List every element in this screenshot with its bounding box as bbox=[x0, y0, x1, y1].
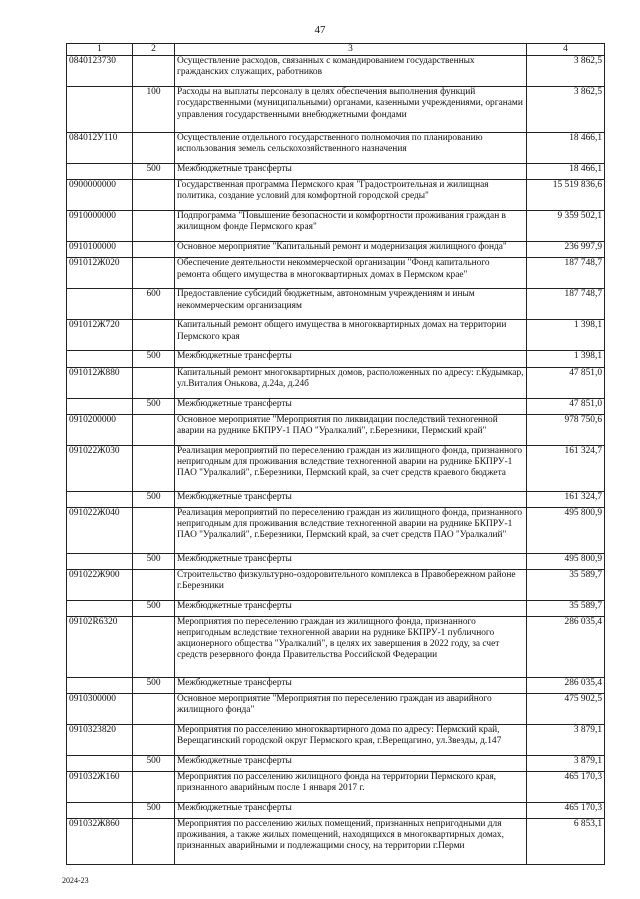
name-cell: Межбюджетные трансферты bbox=[175, 677, 527, 693]
table-row bbox=[67, 445, 605, 491]
table-row bbox=[67, 289, 605, 320]
vr-cell bbox=[133, 818, 175, 864]
footer-code: 2024-23 bbox=[62, 876, 89, 885]
amount-cell: 978 750,6 bbox=[527, 414, 605, 445]
name-cell: Основное мероприятие "Мероприятия по переселению граждан из аварийного жилищного фонда" bbox=[175, 693, 527, 724]
table-row bbox=[67, 56, 605, 87]
amount-cell: 495 800,9 bbox=[527, 507, 605, 553]
table-row bbox=[67, 320, 605, 351]
code-cell: 091012Ж020 bbox=[67, 258, 133, 289]
name-cell: Основное мероприятие "Мероприятия по ликвидации последствий техногенной аварии на руднике БКПРУ-1 ПАО "Уралкалий", г.Березники, Пермский край" bbox=[175, 414, 527, 445]
table-row bbox=[67, 87, 605, 133]
name-cell: Государственная программа Пермского края "Градостроительная и жилищная политика, создание условий для комфортной городской среды" bbox=[175, 180, 527, 211]
code-cell bbox=[67, 600, 133, 616]
amount-cell: 465 170,3 bbox=[527, 771, 605, 802]
name-cell: Осуществление отдельного государственного полномочия по планированию использования земель сельскохозяйственного назначения bbox=[175, 133, 527, 164]
vr-cell: 100 bbox=[133, 87, 175, 133]
code-cell: 091032Ж860 bbox=[67, 818, 133, 864]
vr-cell: 500 bbox=[133, 351, 175, 367]
vr-cell bbox=[133, 242, 175, 258]
table-row bbox=[67, 677, 605, 693]
vr-cell bbox=[133, 693, 175, 724]
vr-cell: 500 bbox=[133, 553, 175, 569]
code-cell: 0910300000 bbox=[67, 693, 133, 724]
code-cell: 091012Ж720 bbox=[67, 320, 133, 351]
code-cell bbox=[67, 164, 133, 180]
vr-cell bbox=[133, 724, 175, 755]
name-cell: Обеспечение деятельности некоммерческой организации "Фонд капитального ремонта общего имущества в многоквартирных домах в Пермском крае" bbox=[175, 258, 527, 289]
name-cell: Межбюджетные трансферты bbox=[175, 164, 527, 180]
name-cell: Расходы на выплаты персоналу в целях обеспечения выполнения функций государственными (муниципальными) органами, казенными учреждениями, органами управления государственными внебюджетными фондами bbox=[175, 87, 527, 133]
table-row bbox=[67, 133, 605, 164]
amount-cell: 3 879,1 bbox=[527, 724, 605, 755]
table-row bbox=[67, 755, 605, 771]
code-cell: 0910323820 bbox=[67, 724, 133, 755]
page-number: 47 bbox=[314, 24, 326, 36]
amount-cell: 18 466,1 bbox=[527, 133, 605, 164]
amount-cell: 495 800,9 bbox=[527, 553, 605, 569]
table-row bbox=[67, 507, 605, 553]
amount-cell: 1 398,1 bbox=[527, 351, 605, 367]
vr-cell: 600 bbox=[133, 289, 175, 320]
vr-cell: 500 bbox=[133, 600, 175, 616]
amount-cell: 187 748,7 bbox=[527, 258, 605, 289]
code-cell bbox=[67, 491, 133, 507]
table-row bbox=[67, 491, 605, 507]
vr-cell: 500 bbox=[133, 677, 175, 693]
vr-cell bbox=[133, 367, 175, 398]
name-cell: Мероприятия по расселению жилых помещений, признанных непригодными для проживания, а также жилых помещений, находящихся в многоквартирных домах, признанных аварийными и подлежащими сносу, на территории г.Перми bbox=[175, 818, 527, 864]
vr-cell: 500 bbox=[133, 398, 175, 414]
column-header: 3 bbox=[175, 44, 527, 56]
vr-cell bbox=[133, 507, 175, 553]
name-cell: Подпрограмма "Повышение безопасности и комфортности проживания граждан в жилищном фонде Пермского края" bbox=[175, 211, 527, 242]
name-cell: Основное мероприятие "Капитальный ремонт и модернизация жилищного фонда" bbox=[175, 242, 527, 258]
amount-cell: 161 324,7 bbox=[527, 445, 605, 491]
table-row bbox=[67, 164, 605, 180]
code-cell: 084012У110 bbox=[67, 133, 133, 164]
vr-cell: 500 bbox=[133, 491, 175, 507]
amount-cell: 3 879,1 bbox=[527, 755, 605, 771]
code-cell bbox=[67, 87, 133, 133]
code-cell: 091022Ж900 bbox=[67, 569, 133, 600]
amount-cell: 47 851,0 bbox=[527, 367, 605, 398]
code-cell bbox=[67, 289, 133, 320]
table-row bbox=[67, 553, 605, 569]
name-cell: Межбюджетные трансферты bbox=[175, 491, 527, 507]
amount-cell: 35 589,7 bbox=[527, 569, 605, 600]
table-row bbox=[67, 367, 605, 398]
table-row bbox=[67, 242, 605, 258]
name-cell: Мероприятия по расселению жилищного фонда на территории Пермского края, признанного аварийным после 1 января 2017 г. bbox=[175, 771, 527, 802]
amount-cell: 47 851,0 bbox=[527, 398, 605, 414]
code-cell: 0840123730 bbox=[67, 56, 133, 87]
table-row bbox=[67, 569, 605, 600]
column-header: 1 bbox=[67, 44, 133, 56]
name-cell: Строительство физкультурно-оздоровительного комплекса в Правобережном районе г.Березники bbox=[175, 569, 527, 600]
table-row bbox=[67, 211, 605, 242]
name-cell: Межбюджетные трансферты bbox=[175, 802, 527, 818]
vr-cell bbox=[133, 211, 175, 242]
table-row bbox=[67, 771, 605, 802]
code-cell: 0910100000 bbox=[67, 242, 133, 258]
vr-cell bbox=[133, 771, 175, 802]
code-cell bbox=[67, 677, 133, 693]
table-row bbox=[67, 616, 605, 677]
amount-cell: 3 862,5 bbox=[527, 87, 605, 133]
table-row bbox=[67, 351, 605, 367]
name-cell: Осуществление расходов, связанных с командированием государственных гражданских служащих, работников bbox=[175, 56, 527, 87]
vr-cell: 500 bbox=[133, 755, 175, 771]
vr-cell bbox=[133, 320, 175, 351]
amount-cell: 161 324,7 bbox=[527, 491, 605, 507]
amount-cell: 3 862,5 bbox=[527, 56, 605, 87]
code-cell: 091012Ж880 bbox=[67, 367, 133, 398]
amount-cell: 9 359 502,1 bbox=[527, 211, 605, 242]
name-cell: Межбюджетные трансферты bbox=[175, 600, 527, 616]
table-row bbox=[67, 398, 605, 414]
table-row bbox=[67, 600, 605, 616]
table-header-row bbox=[67, 44, 605, 56]
table-row bbox=[67, 180, 605, 211]
vr-cell bbox=[133, 569, 175, 600]
name-cell: Межбюджетные трансферты bbox=[175, 398, 527, 414]
table-row bbox=[67, 693, 605, 724]
amount-cell: 6 853,1 bbox=[527, 818, 605, 864]
table-row bbox=[67, 818, 605, 864]
table-row bbox=[67, 258, 605, 289]
vr-cell bbox=[133, 180, 175, 211]
vr-cell bbox=[133, 133, 175, 164]
table-row bbox=[67, 724, 605, 755]
name-cell: Реализация мероприятий по переселению граждан из жилищного фонда, признанного непригодным для проживания вследствие техногенной аварии на руднике БКПРУ-1 ПАО "Уралкалий", г.Березники, Пермский край, за счет средств ПАО "Уралкалий" bbox=[175, 507, 527, 553]
code-cell: 091022Ж030 bbox=[67, 445, 133, 491]
name-cell: Межбюджетные трансферты bbox=[175, 553, 527, 569]
code-cell bbox=[67, 553, 133, 569]
vr-cell bbox=[133, 414, 175, 445]
code-cell: 09102R6320 bbox=[67, 616, 133, 677]
name-cell: Мероприятия по переселению граждан из жилищного фонда, признанного непригодным вследствие техногенной аварии на руднике БКПРУ-1 публичного акционерного общества "Уралкалий", в целях их завершения в 2022 году, за счет средств резервного фонда Правительства Российской Федерации bbox=[175, 616, 527, 677]
code-cell bbox=[67, 398, 133, 414]
table-row bbox=[67, 802, 605, 818]
amount-cell: 15 519 836,6 bbox=[527, 180, 605, 211]
name-cell: Предоставление субсидий бюджетным, автономным учреждениям и иным некоммерческим организациям bbox=[175, 289, 527, 320]
code-cell: 0910000000 bbox=[67, 211, 133, 242]
name-cell: Капитальный ремонт общего имущества в многоквартирных домах на территории Пермского края bbox=[175, 320, 527, 351]
code-cell: 091032Ж160 bbox=[67, 771, 133, 802]
column-header: 4 bbox=[527, 44, 605, 56]
code-cell bbox=[67, 351, 133, 367]
table-row bbox=[67, 414, 605, 445]
amount-cell: 236 997,9 bbox=[527, 242, 605, 258]
code-cell: 0900000000 bbox=[67, 180, 133, 211]
budget-table bbox=[66, 43, 605, 865]
vr-cell bbox=[133, 56, 175, 87]
amount-cell: 35 589,7 bbox=[527, 600, 605, 616]
name-cell: Мероприятия по расселению многоквартирного дома по адресу: Пермский край, Верещагинский городской округ Пермского края, г.Верещагино, ул.Звезды, д.147 bbox=[175, 724, 527, 755]
vr-cell: 500 bbox=[133, 802, 175, 818]
name-cell: Межбюджетные трансферты bbox=[175, 755, 527, 771]
vr-cell: 500 bbox=[133, 164, 175, 180]
code-cell: 091022Ж040 bbox=[67, 507, 133, 553]
column-header: 2 bbox=[133, 44, 175, 56]
amount-cell: 1 398,1 bbox=[527, 320, 605, 351]
code-cell: 0910200000 bbox=[67, 414, 133, 445]
amount-cell: 465 170,3 bbox=[527, 802, 605, 818]
amount-cell: 286 035,4 bbox=[527, 677, 605, 693]
amount-cell: 475 902,5 bbox=[527, 693, 605, 724]
amount-cell: 18 466,1 bbox=[527, 164, 605, 180]
amount-cell: 286 035,4 bbox=[527, 616, 605, 677]
vr-cell bbox=[133, 445, 175, 491]
code-cell bbox=[67, 802, 133, 818]
amount-cell: 187 748,7 bbox=[527, 289, 605, 320]
vr-cell bbox=[133, 616, 175, 677]
vr-cell bbox=[133, 258, 175, 289]
name-cell: Капитальный ремонт многоквартирных домов, расположенных по адресу: г.Кудымкар, ул.Виталия Онькова, д.24а, д.24б bbox=[175, 367, 527, 398]
code-cell bbox=[67, 755, 133, 771]
name-cell: Межбюджетные трансферты bbox=[175, 351, 527, 367]
name-cell: Реализация мероприятий по переселению граждан из жилищного фонда, признанного непригодным для проживания вследствие техногенной аварии на руднике БКПРУ-1 ПАО "Уралкалий", г.Березники, Пермский край, за счет средств краевого бюджета bbox=[175, 445, 527, 491]
